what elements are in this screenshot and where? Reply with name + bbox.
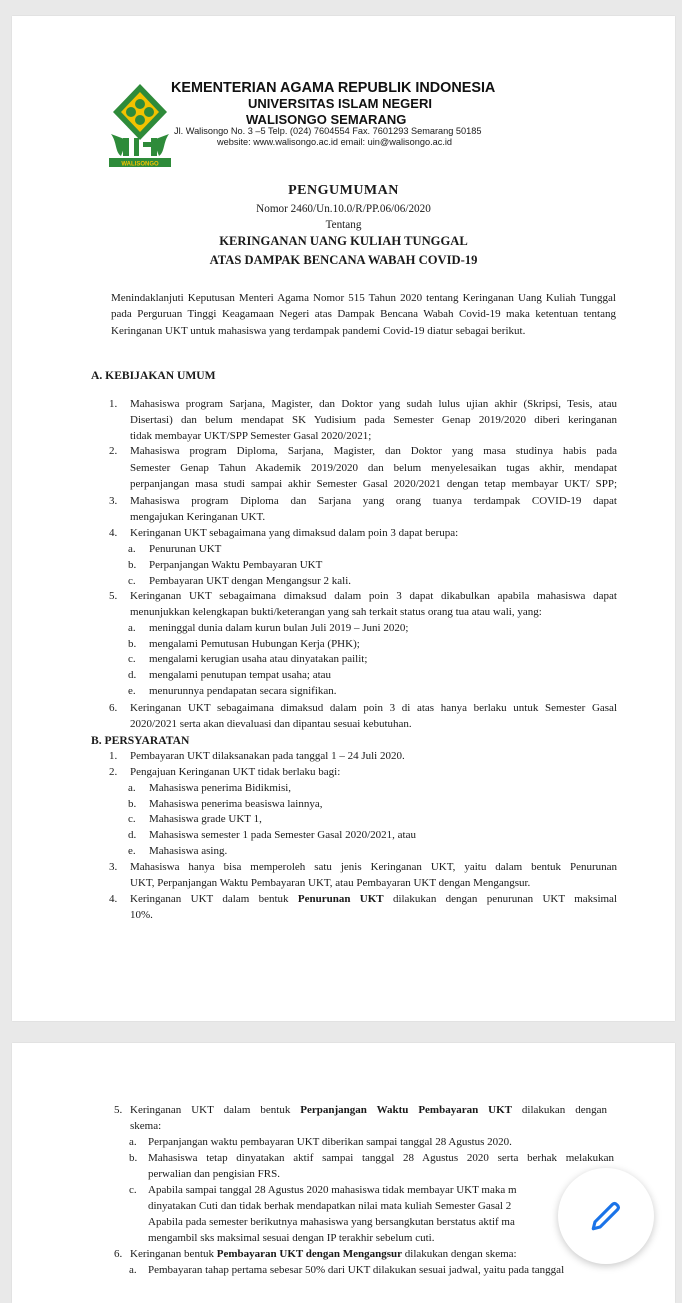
list-item-text: Mahasiswa hanya bisa memperoleh satu jenis Keringanan UKT, yaitu dalam bentuk Penurunan [130, 861, 617, 873]
list-marker: 1. [109, 398, 118, 410]
list-item-text: Keringanan bentuk Pembayaran UKT dengan Mengangsur dilakukan dengan skema: [130, 1248, 517, 1260]
intro-paragraph: Menindaklanjuti Keputusan Menteri Agama Nomor 515 Tahun 2020 tentang Keringanan Uang Kuliah Tunggal pada Perguruan Tinggi Keagamaan Negeri atas Dampak Bencana Wabah Covid-19 maka ketentuan tentang Keringanan UKT untuk mahasiswa yang terdampak pandemi Covid-19 diatur sebagai berikut. [111, 292, 616, 337]
list-item-text: Pembayaran tahap pertama sebesar 50% dari UKT dilakukan sesuai jadwal, yaitu pada tanggal [148, 1264, 565, 1276]
list-item-text: dinyatakan Cuti dan tidak berhak mendapatkan nilai mata kuliah Semester Gasal 2 [148, 1200, 512, 1212]
list-marker: a. [128, 622, 136, 634]
list-marker: 5. [109, 590, 118, 602]
list-item-text: skema: [130, 1120, 162, 1132]
list-marker: e. [128, 685, 136, 697]
section-a-heading: A. KEBIJAKAN UMUM [91, 369, 216, 382]
list-item-text: tidak membayar UKT/SPP Semester Gasal 2020/2021; [130, 430, 372, 442]
list-item-text: perpanjangan masa studi sampai akhir Semester Gasal 2020/2021 dengan tetap membayar UKT/ SPP; [130, 478, 617, 490]
logo-text: WALISONGO [121, 161, 159, 168]
list-marker: c. [128, 575, 136, 587]
list-marker: a. [128, 543, 136, 555]
list-item-text: Disertasi) dan belum mendapat SK Yudisium pada Semester Genap 2019/2020 diberi keringanan [130, 414, 617, 426]
list-marker: d. [128, 669, 137, 681]
list-marker: b. [129, 1152, 138, 1164]
list-item-text: 10%. [130, 909, 153, 921]
list-marker: a. [128, 782, 136, 794]
list-marker: d. [128, 829, 137, 841]
list-marker: 2. [109, 445, 118, 457]
list-item-text: perwalian dan pengisian FRS. [148, 1168, 280, 1180]
document-page-2 [12, 1043, 675, 1303]
list-marker: b. [128, 559, 137, 571]
announcement-subject-2: ATAS DAMPAK BENCANA WABAH COVID-19 [209, 253, 478, 267]
list-item-text: UKT, Perpanjangan Waktu Pembayaran UKT, atau Pembayaran UKT dengan Mengangsur. [130, 877, 531, 889]
list-marker: 3. [109, 495, 118, 507]
announcement-subject-1: KERINGANAN UANG KULIAH TUNGGAL [219, 234, 468, 248]
list-marker: b. [128, 798, 137, 810]
list-item-text: Penurunan UKT [149, 543, 222, 555]
header-university: UNIVERSITAS ISLAM NEGERI [248, 96, 432, 111]
list-item-text: Semester Genap Tahun Akademik 2019/2020 dan belum menyelesaikan tugas akhir, mendapat [130, 462, 617, 474]
list-item-text: Mahasiswa tetap dinyatakan aktif sampai tanggal 28 Agustus 2020 serta berhak melakukan [148, 1152, 614, 1164]
list-item-text: menurunnya pendapatan secara signifikan. [149, 685, 337, 697]
list-item-text: Keringanan UKT sebagaimana dimaksud dalam poin 3 dapat dikabulkan apabila mahasiswa dapat [130, 590, 617, 602]
list-item-text: mengalami Pemutusan Hubungan Kerja (PHK); [149, 638, 360, 650]
section-b-heading: B. PERSYARATAN [91, 734, 190, 747]
announcement-title: PENGUMUMAN [288, 183, 399, 198]
list-item-text: Pengajuan Keringanan UKT tidak berlaku bagi: [130, 766, 341, 778]
header-website: website: www.walisongo.ac.id email: uin@walisongo.ac.id [217, 137, 453, 147]
list-item-text: Mahasiswa grade UKT 1, [149, 813, 262, 825]
list-item-text: Mahasiswa program Diploma dan Sarjana yang orang tuanya terdampak COVID-19 dapat [130, 495, 617, 507]
list-item-text: Pembayaran UKT dilaksanakan pada tanggal 1 – 24 Juli 2020. [130, 750, 405, 762]
list-marker: a. [129, 1136, 137, 1148]
list-item-text: Mahasiswa penerima beasiswa lainnya, [149, 798, 323, 810]
list-item-text: Keringanan UKT dalam bentuk Penurunan UKT dilakukan dengan penurunan UKT maksimal [130, 893, 617, 905]
list-item-text: Apabila sampai tanggal 28 Agustus 2020 mahasiswa tidak membayar UKT maka m [148, 1184, 517, 1196]
header-campus: WALISONGO SEMARANG [246, 112, 407, 127]
list-item-text: menunjukkan kelengkapan bukti/keterangan yang sah terkait status orang tua atau wali, yang: [130, 606, 542, 618]
list-marker: b. [128, 638, 137, 650]
list-marker: e. [128, 845, 136, 857]
list-marker: 2. [109, 766, 118, 778]
list-item-text: mengalami kerugian usaha atau dinyatakan pailit; [149, 653, 368, 665]
list-item-text: Apabila pada semester berikutnya mahasiswa yang bersangkutan berstatus aktif ma [148, 1216, 515, 1228]
header-address: Jl. Walisongo No. 3 –5 Telp. (024) 7604554 Fax. 7601293 Semarang 50185 [174, 126, 482, 136]
list-marker: c. [129, 1184, 137, 1196]
list-item-text: Keringanan UKT dalam bentuk Perpanjangan Waktu Pembayaran UKT dilakukan dengan [130, 1104, 607, 1116]
announcement-about: Tentang [325, 219, 362, 231]
list-item-text: Perpanjangan waktu pembayaran UKT diberikan sampai tanggal 28 Agustus 2020. [148, 1136, 512, 1148]
list-marker: 5. [114, 1104, 123, 1116]
list-item-text: Mahasiswa program Diploma, Sarjana, Magister, dan Doktor yang masa studinya habis pada [130, 445, 617, 457]
list-marker: 4. [109, 527, 118, 539]
list-marker: c. [128, 813, 136, 825]
list-item-text: Pembayaran UKT dengan Mengangsur 2 kali. [149, 575, 352, 587]
list-item-text: Keringanan UKT sebagaimana dimaksud dalam poin 3 di atas hanya berlaku untuk Semester Gasal [130, 702, 617, 714]
edit-button[interactable] [558, 1168, 654, 1264]
list-item-text: Mahasiswa program Sarjana, Magister, dan Doktor yang sudah lulus ujian akhir (Skripsi, Tesis, atau [130, 398, 617, 410]
list-marker: 6. [109, 702, 118, 714]
list-marker: 6. [114, 1248, 123, 1260]
header-ministry: KEMENTERIAN AGAMA REPUBLIK INDONESIA [171, 80, 496, 96]
list-marker: c. [128, 653, 136, 665]
announcement-number: Nomor 2460/Un.10.0/R/PP.06/06/2020 [256, 203, 431, 215]
list-item-text: Perpanjangan Waktu Pembayaran UKT [149, 559, 323, 571]
list-item-text: meninggal dunia dalam kurun bulan Juli 2019 – Juni 2020; [149, 622, 409, 634]
list-item-text: Mahasiswa asing. [149, 845, 228, 857]
list-marker: 1. [109, 750, 118, 762]
list-item-text: mengajukan Keringanan UKT. [130, 511, 266, 523]
list-item-text: Mahasiswa penerima Bidikmisi, [149, 782, 292, 794]
pencil-icon [589, 1199, 623, 1233]
list-item-text: mengalami penutupan tempat usaha; atau [149, 669, 332, 681]
list-item-text: 2020/2021 serta akan dievaluasi dan dipantau sesuai kebutuhan. [130, 718, 412, 730]
list-item-text: mengambil sks maksimal sesuai dengan IP terakhir sebelum cuti. [148, 1232, 435, 1244]
walisongo-logo [107, 82, 173, 168]
list-marker: 3. [109, 861, 118, 873]
list-item-text: Mahasiswa semester 1 pada Semester Gasal 2020/2021, atau [149, 829, 416, 841]
list-marker: 4. [109, 893, 118, 905]
document-page-1 [12, 16, 675, 1021]
list-item-text: Keringanan UKT sebagaimana yang dimaksud dalam poin 3 dapat berupa: [130, 527, 459, 539]
list-marker: a. [129, 1264, 137, 1276]
